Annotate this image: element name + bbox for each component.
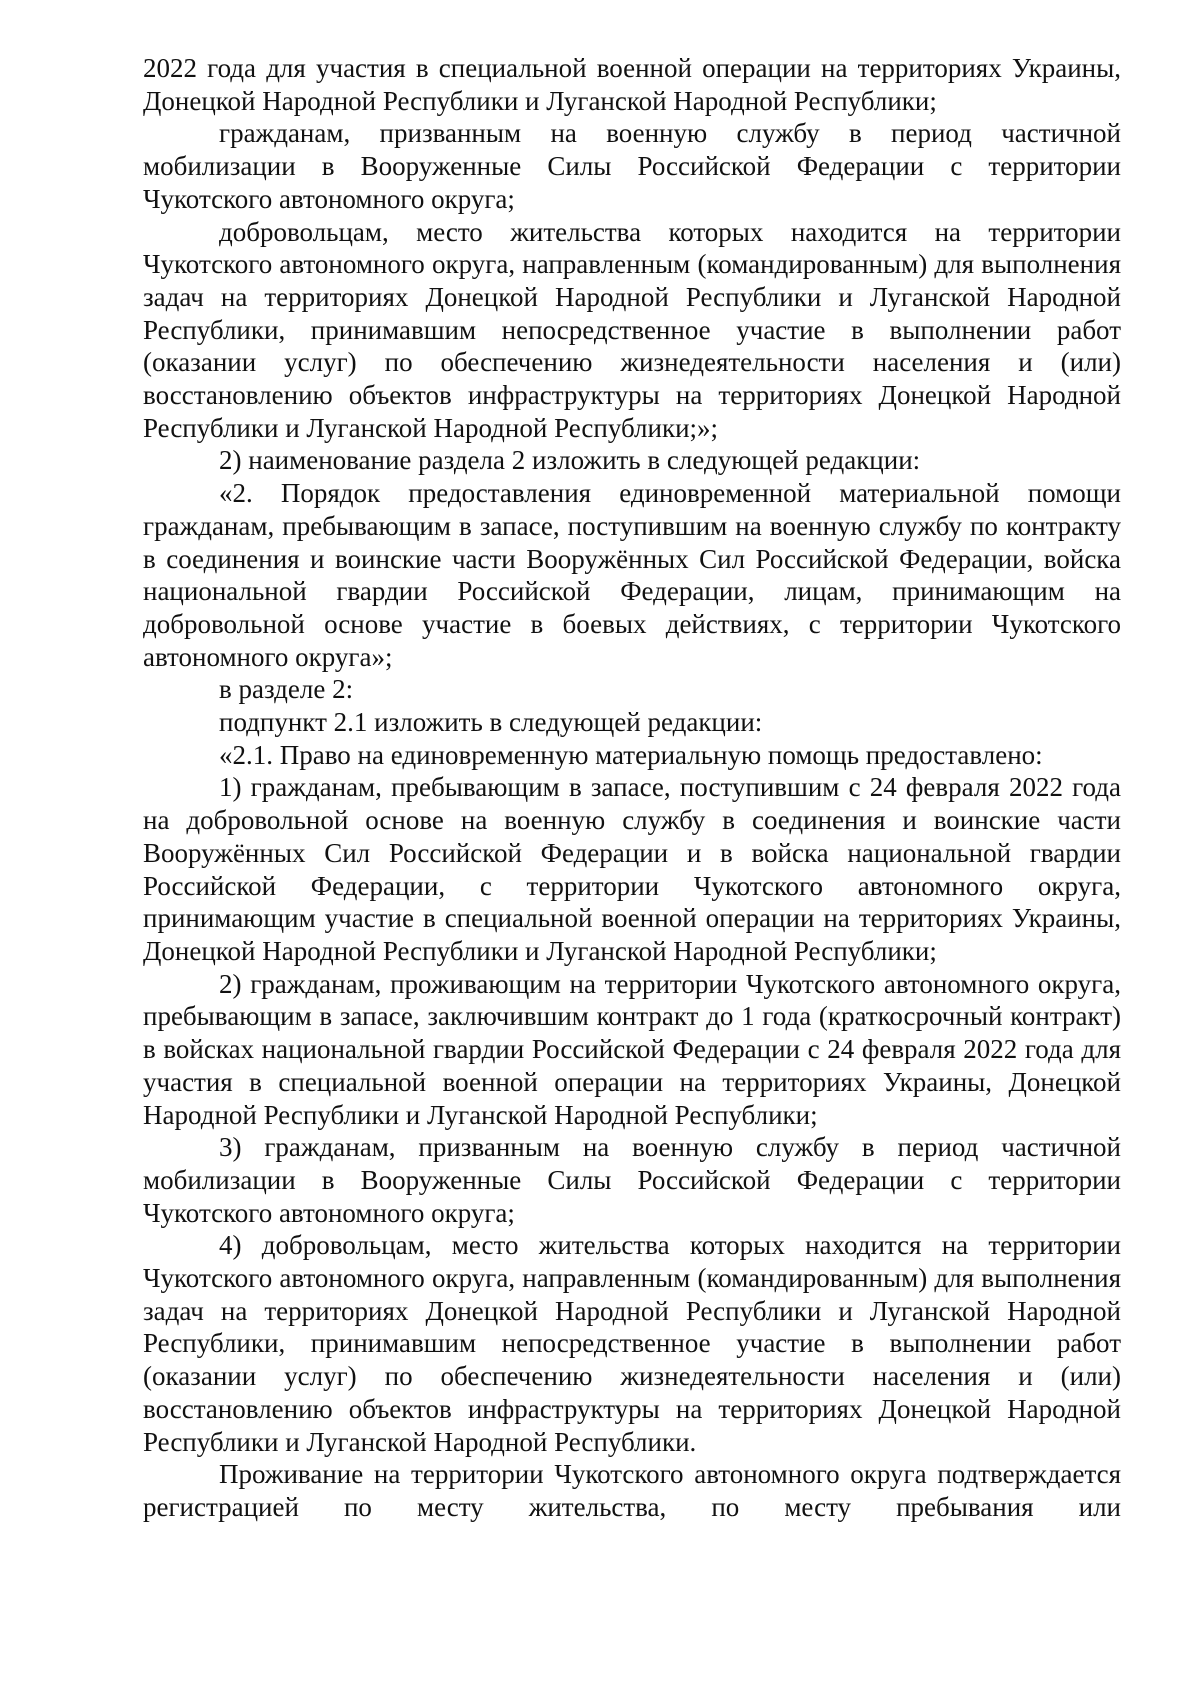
paragraph-residence-confirmation: Проживание на территории Чукотского автономного округа подтверждается регистрацией по месту жительства, по месту пребывания или [143,1459,1121,1522]
paragraph-subclause-2-1-amendment: подпункт 2.1 изложить в следующей редакции: [219,707,763,738]
paragraph-mobilized-citizens: гражданам, призванным на военную службу в период частичной мобилизации в Вооруженные Силы Российской Федерации с территории Чукотского автономного округа; [143,118,1121,214]
list-item-3: 3) гражданам, призванным на военную службу в период частичной мобилизации в Вооруженные Силы Российской Федерации с территории Чукотского автономного округа; [143,1132,1121,1228]
list-item-2: 2) гражданам, проживающим на территории Чукотского автономного округа, пребывающим в запасе, заключившим контракт до 1 года (краткосрочный контракт) в войсках национальной гвардии Российской Федерации с 24 февраля 2022 года для участия в специальной военной операции на территориях Украины, Донецкой Народной Республики и Луганской Народной Республики; [143,968,1121,1130]
paragraph-volunteers: добровольцам, место жительства которых находится на территории Чукотского автономного округа, направленным (командированным) для выполнения задач на территориях Донецкой Народной Республики и Луганской Народной Республики, принимавшим непосредственное участие в выполнении работ (оказании услуг) по обеспечению жизнедеятельности населения и (или) восстановлению объектов инфраструктуры на территориях Донецкой Народной Республики и Луганской Народной Республики;»; [143,216,1121,443]
paragraph-subclause-2-1: «2.1. Право на единовременную материальную помощь предоставлено: [219,739,1043,770]
paragraph-in-section-2: в разделе 2: [219,674,354,705]
document-page [143,52,1121,1524]
paragraph-section-2-new-title: «2. Порядок предоставления единовременной материальной помощи гражданам, пребывающим в запасе, поступившим на военную службу по контракту в соединения и воинские части Вооружённых Сил Российской Федерации, войска национальной гвардии Российской Федерации, лицам, принимающим на добровольной основе участие в боевых действиях, с территории Чукотского автономного округа»; [143,478,1121,672]
list-item-4: 4) добровольцам, место жительства которых находится на территории Чукотского автономного округа, направленным (командированным) для выполнения задач на территориях Донецкой Народной Республики и Луганской Народной Республики, принимавшим непосредственное участие в выполнении работ (оказании услуг) по обеспечению жизнедеятельности населения и (или) восстановлению объектов инфраструктуры на территориях Донецкой Народной Республики и Луганской Народной Республики. [143,1230,1121,1457]
paragraph-section-2-title-amendment: 2) наименование раздела 2 изложить в следующей редакции: [219,445,921,476]
paragraph-continuation-intro: 2022 года для участия в специальной военной операции на территориях Украины, Донецкой Народной Республики и Луганской Народной Республики; [143,53,1121,116]
list-item-1: 1) гражданам, пребывающим в запасе, поступившим с 24 февраля 2022 года на добровольной основе на военную службу в соединения и воинские части Вооружённых Сил Российской Федерации и в войска национальной гвардии Российской Федерации, с территории Чукотского автономного округа, принимающим участие в специальной военной операции на территориях Украины, Донецкой Народной Республики и Луганской Народной Республики; [143,772,1121,966]
